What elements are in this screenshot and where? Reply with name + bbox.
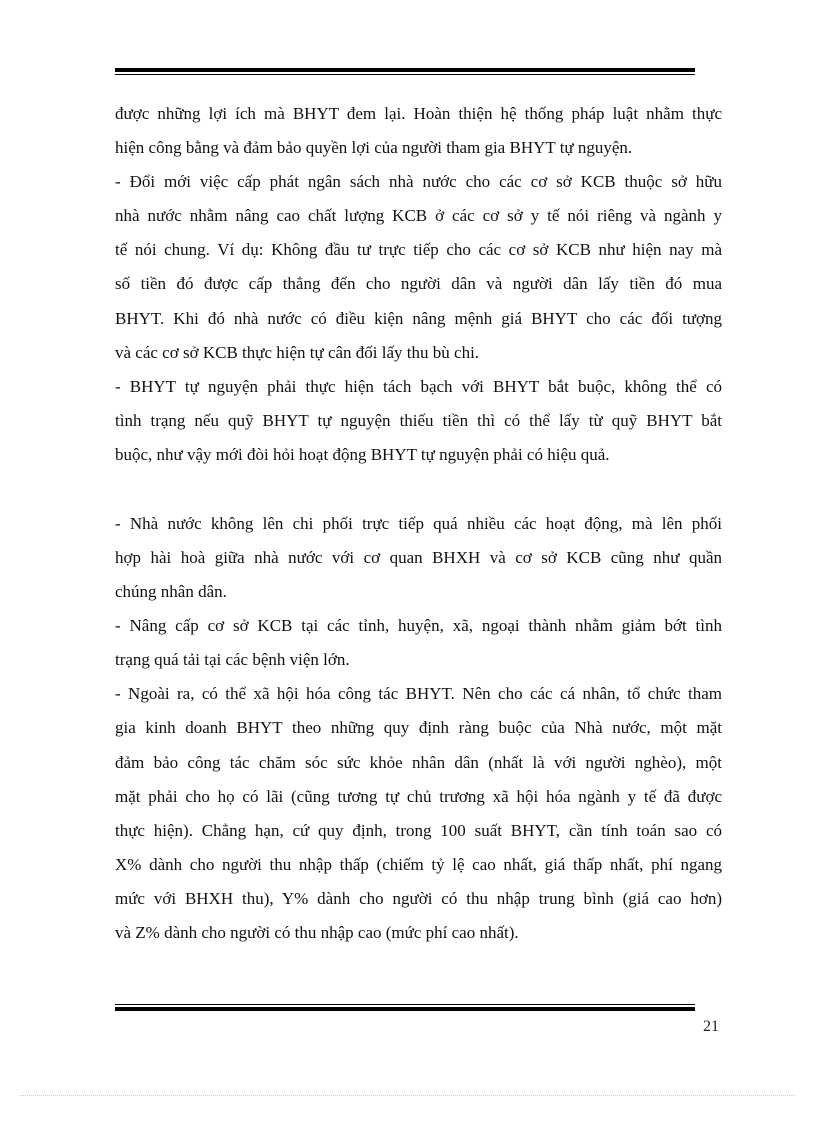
text-line: thực hiện). Chẳng hạn, cứ quy định, trong 100 suất BHYT, cần tính toán sao có — [115, 821, 722, 840]
text-line: nhà nước nhằm nâng cao chất lượng KCB ở các cơ sở y tế nói riêng và ngành y — [115, 206, 722, 225]
text-line: tế nói chung. Ví dụ: Không đầu tư trực tiếp cho các cơ sở KCB như hiện nay mà — [115, 240, 722, 259]
text-line: tình trạng nếu quỹ BHYT tự nguyện thiếu tiền thì có thể lấy từ quỹ BHYT bắt — [115, 411, 722, 430]
footer-double-rule — [115, 1004, 695, 1011]
page-number: 21 — [703, 1018, 719, 1035]
text-line: buộc, như vậy mới đòi hỏi hoạt động BHYT tự nguyện phải có hiệu quả. — [115, 445, 610, 464]
text-line: hợp hài hoà giữa nhà nước với cơ quan BHXH và cơ sở KCB cũng như quần — [115, 548, 722, 567]
text-line: X% dành cho người thu nhập thấp (chiếm tỷ lệ cao nhất, giá thấp nhất, phí ngang — [115, 855, 722, 874]
page-edge-dotted-line — [20, 1095, 796, 1096]
text-line: được những lợi ích mà BHYT đem lại. Hoàn thiện hệ thống pháp luật nhằm thực — [115, 104, 722, 123]
text-line: gia kinh doanh BHYT theo những quy định ràng buộc của Nhà nước, một mặt — [115, 718, 722, 737]
text-line: mặt phải cho họ có lãi (cũng tương tự chủ trương xã hội hóa ngành y tế đã được — [115, 787, 722, 806]
text-line: số tiền đó được cấp thẳng đến cho người dân và người dân lấy tiền đó mua — [115, 274, 722, 293]
text-line: - BHYT tự nguyện phải thực hiện tách bạch với BHYT bắt buộc, không thể có — [115, 377, 722, 396]
header-double-rule — [115, 68, 695, 75]
text-line: và các cơ sở KCB thực hiện tự cân đối lấy thu bù chi. — [115, 343, 480, 362]
text-line: hiện công bằng và đảm bảo quyền lợi của người tham gia BHYT tự nguyện. — [115, 138, 633, 157]
text-line: đảm bảo công tác chăm sóc sức khỏe nhân dân (nhất là với người nghèo), một — [115, 753, 722, 772]
text-line: chúng nhân dân. — [115, 582, 227, 601]
text-line: - Đổi mới việc cấp phát ngân sách nhà nước cho các cơ sở KCB thuộc sở hữu — [115, 172, 722, 191]
text-line: và Z% dành cho người có thu nhập cao (mức phí cao nhất). — [115, 923, 519, 942]
text-line: mức với BHXH thu), Y% dành cho người có thu nhập trung bình (giá cao hơn) — [115, 889, 722, 908]
text-line: trạng quá tải tại các bệnh viện lớn. — [115, 650, 350, 669]
text-line: - Nâng cấp cơ sở KCB tại các tỉnh, huyện, xã, ngoại thành nhằm giảm bớt tình — [115, 616, 722, 635]
text-line: - Nhà nước không lên chi phối trực tiếp quá nhiều các hoạt động, mà lên phối — [115, 514, 722, 533]
text-line: - Ngoài ra, có thể xã hội hóa công tác BHYT. Nên cho các cá nhân, tổ chức tham — [115, 684, 722, 703]
text-line: BHYT. Khi đó nhà nước có điều kiện nâng mệnh giá BHYT cho các đối tượng — [115, 309, 722, 328]
